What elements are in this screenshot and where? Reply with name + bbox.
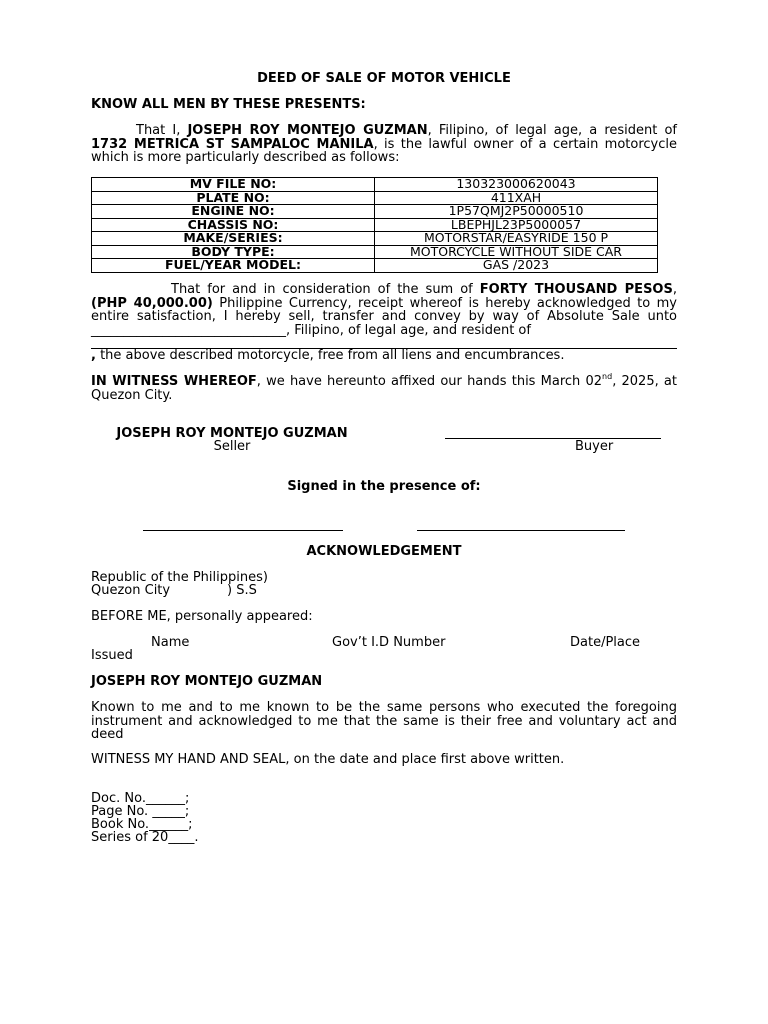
intro-paragraph: That I, JOSEPH ROY MONTEJO GUZMAN, Filipino, of legal age, a resident of 1732 METRICA ST SAMPALOC MANILA, is the lawful owner of a certain motorcycle which is more particularly described as follows:: [91, 123, 677, 165]
city-line: Quezon City: [91, 583, 171, 598]
book-number: Book No.______;: [91, 817, 193, 832]
before-me-line: BEFORE ME, personally appeared:: [91, 609, 313, 624]
row-label: ENGINE NO:: [92, 205, 375, 219]
row-label: BODY TYPE:: [92, 245, 375, 259]
row-value: 130323000620043: [375, 178, 658, 192]
consideration-end: , the above described motorcycle, free from all liens and encumbrances.: [91, 348, 565, 363]
column-gov-id: Gov’t I.D Number: [332, 635, 446, 650]
row-label: PLATE NO:: [92, 191, 375, 205]
column-issued: Issued: [91, 648, 133, 663]
witness-lead: IN WITNESS WHEREOF: [91, 374, 257, 389]
doc-number: Doc. No.______;: [91, 791, 190, 806]
witness-signature-line-2: [417, 530, 625, 531]
row-label: FUEL/YEAR MODEL:: [92, 259, 375, 273]
seller-name-inline: JOSEPH ROY MONTEJO GUZMAN: [187, 123, 428, 138]
ss-mark: ) S.S: [227, 583, 257, 598]
row-value: GAS /2023: [375, 259, 658, 273]
appeared-person-name: JOSEPH ROY MONTEJO GUZMAN: [91, 674, 323, 689]
buyer-residence-line: [91, 335, 677, 349]
table-row: [92, 178, 658, 192]
column-date-place: Date/Place: [570, 635, 641, 650]
seller-role: Seller: [213, 439, 251, 454]
amount-words: FORTY THOUSAND PESOS: [479, 282, 673, 297]
table-row: [92, 232, 658, 246]
vehicle-details-table: [91, 177, 658, 273]
witness-signature-line-1: [143, 530, 343, 531]
consideration-paragraph: That for and in consideration of the sum of FORTY THOUSAND PESOS, (PHP 40,000.00) Philippine Currency, receipt whereof is hereby acknowledged to my entire satisfaction, I hereby sell, transfer and convey by way of Absolute Sale unto ______________________________, Filipino, of legal age, and resident of: [91, 282, 677, 338]
know-all-heading: KNOW ALL MEN BY THESE PRESENTS:: [91, 97, 366, 112]
row-value: LBEPHJL23P5000057: [375, 218, 658, 232]
amount-number: (PHP 40,000.00): [91, 295, 213, 311]
witness-paragraph: IN WITNESS WHEREOF, we have hereunto affixed our hands this March 02nd, 2025, at Quezon City.: [91, 372, 677, 403]
column-name: Name: [151, 635, 190, 650]
page-number: Page No. _____;: [91, 804, 190, 819]
row-value: 1P57QMJ2P50000510: [375, 205, 658, 219]
seller-address: 1732 METRICA ST SAMPALOC MANILA: [91, 136, 374, 152]
document-title: DEED OF SALE OF MOTOR VEHICLE: [257, 71, 511, 86]
known-paragraph: Known to me and to me known to be the same persons who executed the foregoing instrument and acknowledged to me that the same is their free and voluntary act and deed: [91, 700, 677, 742]
series-year: Series of 20____.: [91, 830, 199, 845]
row-label: MAKE/SERIES:: [92, 232, 375, 246]
witness-hand-seal: WITNESS MY HAND AND SEAL, on the date and place first above written.: [91, 752, 565, 767]
acknowledgement-heading: ACKNOWLEDGEMENT: [306, 544, 462, 559]
republic-line: Republic of the Philippines): [91, 570, 268, 585]
table-row: [92, 259, 658, 273]
seller-signature-name: JOSEPH ROY MONTEJO GUZMAN: [116, 426, 348, 441]
table-row: [92, 205, 658, 219]
row-value: 411XAH: [375, 191, 658, 205]
buyer-signature-line: [445, 438, 661, 439]
buyer-role: Buyer: [575, 439, 614, 454]
signed-presence-heading: Signed in the presence of:: [287, 479, 481, 494]
row-value: MOTORCYCLE WITHOUT SIDE CAR: [375, 245, 658, 259]
row-label: CHASSIS NO:: [92, 218, 375, 232]
row-label: MV FILE NO:: [92, 178, 375, 192]
row-value: MOTORSTAR/EASYRIDE 150 P: [375, 232, 658, 246]
